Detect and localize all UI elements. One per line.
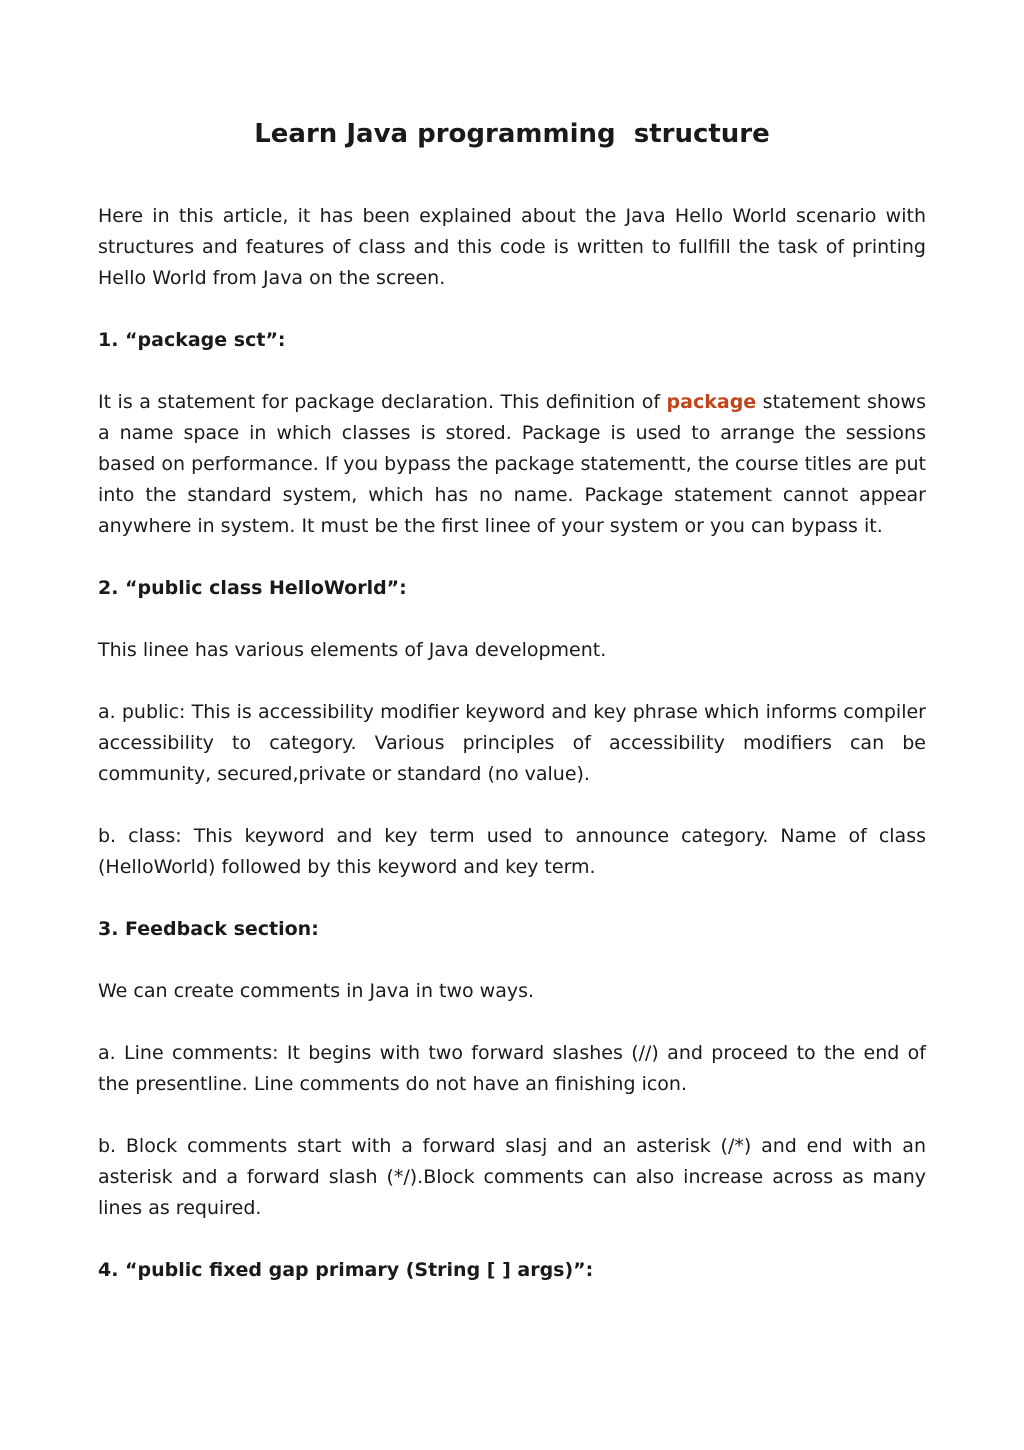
section-1-paragraph [98, 387, 926, 542]
section-3-item-b: b. Block comments start with a forward slasj and an asterisk (/*) and end with an asterisk and a forward slash (*/).Block comments can also increase across as many lines as required. [98, 1135, 926, 1219]
section-1-text-after: statement shows a name space in which classes is stored. Package is used to arrange the sessions based on performance. If you bypass the package statementt, the course titles are put into the standard system, which has no name. Package statement cannot appear anywhere in system. It must be the first linee of your system or you can bypass it. [98, 391, 926, 537]
package-keyword-link[interactable]: package [666, 391, 757, 413]
section-3-item-a: a. Line comments: It begins with two forward slashes (//) and proceed to the end of the presentline. Line comments do not have an finishing icon. [98, 1042, 926, 1095]
page-title: Learn Java programming structure [254, 119, 770, 149]
section-2-item-b: b. class: This keyword and key term used to announce category. Name of class (HelloWorld) followed by this keyword and key term. [98, 825, 926, 878]
section-3-heading: 3. Feedback section: [98, 918, 319, 940]
intro-paragraph: Here in this article, it has been explained about the Java Hello World scenario with structures and features of class and this code is written to fullfill the task of printing Hello World from Java on the screen. [98, 205, 926, 289]
section-2-intro: This linee has various elements of Java development. [98, 639, 607, 661]
document-body [98, 201, 926, 1317]
section-1-heading: 1. “package sct”: [98, 329, 286, 351]
section-2-heading: 2. “public class HelloWorld”: [98, 577, 407, 599]
section-1-text-before: It is a statement for package declaration. This definition of [98, 391, 667, 413]
section-4-heading: 4. “public fixed gap primary (String [ ] args)”: [98, 1259, 594, 1281]
section-3-intro: We can create comments in Java in two ways. [98, 980, 535, 1002]
section-2-item-a: a. public: This is accessibility modifier keyword and key phrase which informs compiler accessibility to category. Various principles of accessibility modifiers can be community, secured,private or standard (no value). [98, 701, 926, 785]
